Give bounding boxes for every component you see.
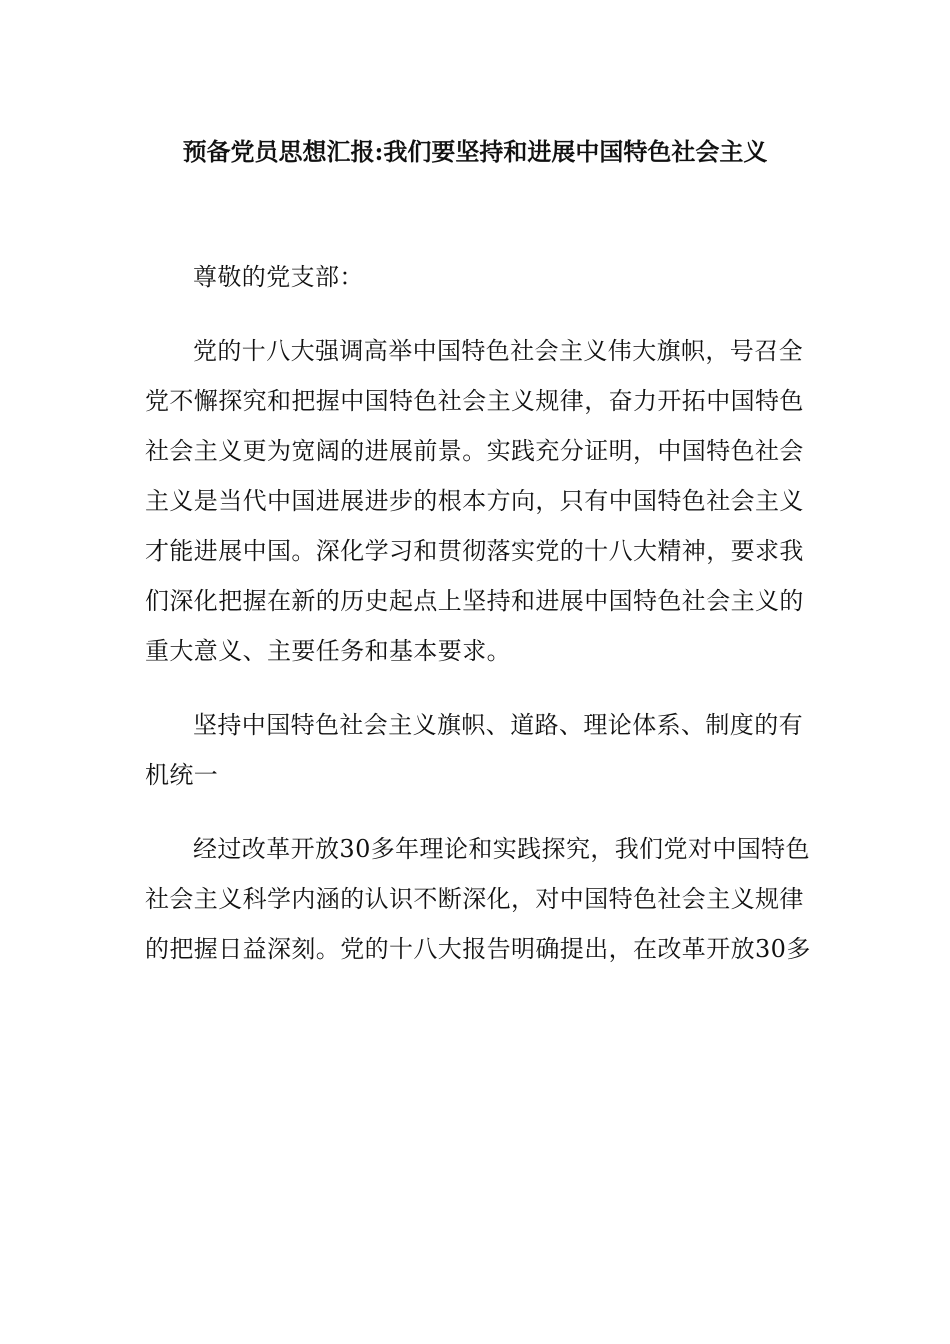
greeting-line: 尊敬的党支部： bbox=[193, 263, 364, 291]
document-title: 预备党员思想汇报:我们要坚持和进展中国特色社会主义 bbox=[182, 137, 768, 166]
document-body bbox=[145, 252, 815, 998]
paragraph-2: 坚持中国特色社会主义旗帜、道路、理论体系、制度的有机统一 bbox=[145, 711, 803, 789]
paragraph-3: 经过改革开放30多年理论和实践探究，我们党对中国特色社会主义科学内涵的认识不断深化，对中国特色社会主义规律的把握日益深刻。党的十八大报告明确提出，在改革开放30多 bbox=[145, 835, 811, 963]
paragraph-1: 党的十八大强调高举中国特色社会主义伟大旗帜，号召全党不懈探究和把握中国特色社会主义规律，奋力开拓中国特色社会主义更为宽阔的进展前景。实践充分证明，中国特色社会主义是当代中国进展进步的根本方向，只有中国特色社会主义才能进展中国。深化学习和贯彻落实党的十八大精神，要求我们深化把握在新的历史起点上坚持和进展中国特色社会主义的重大意义、主要任务和基本要求。 bbox=[145, 337, 804, 665]
